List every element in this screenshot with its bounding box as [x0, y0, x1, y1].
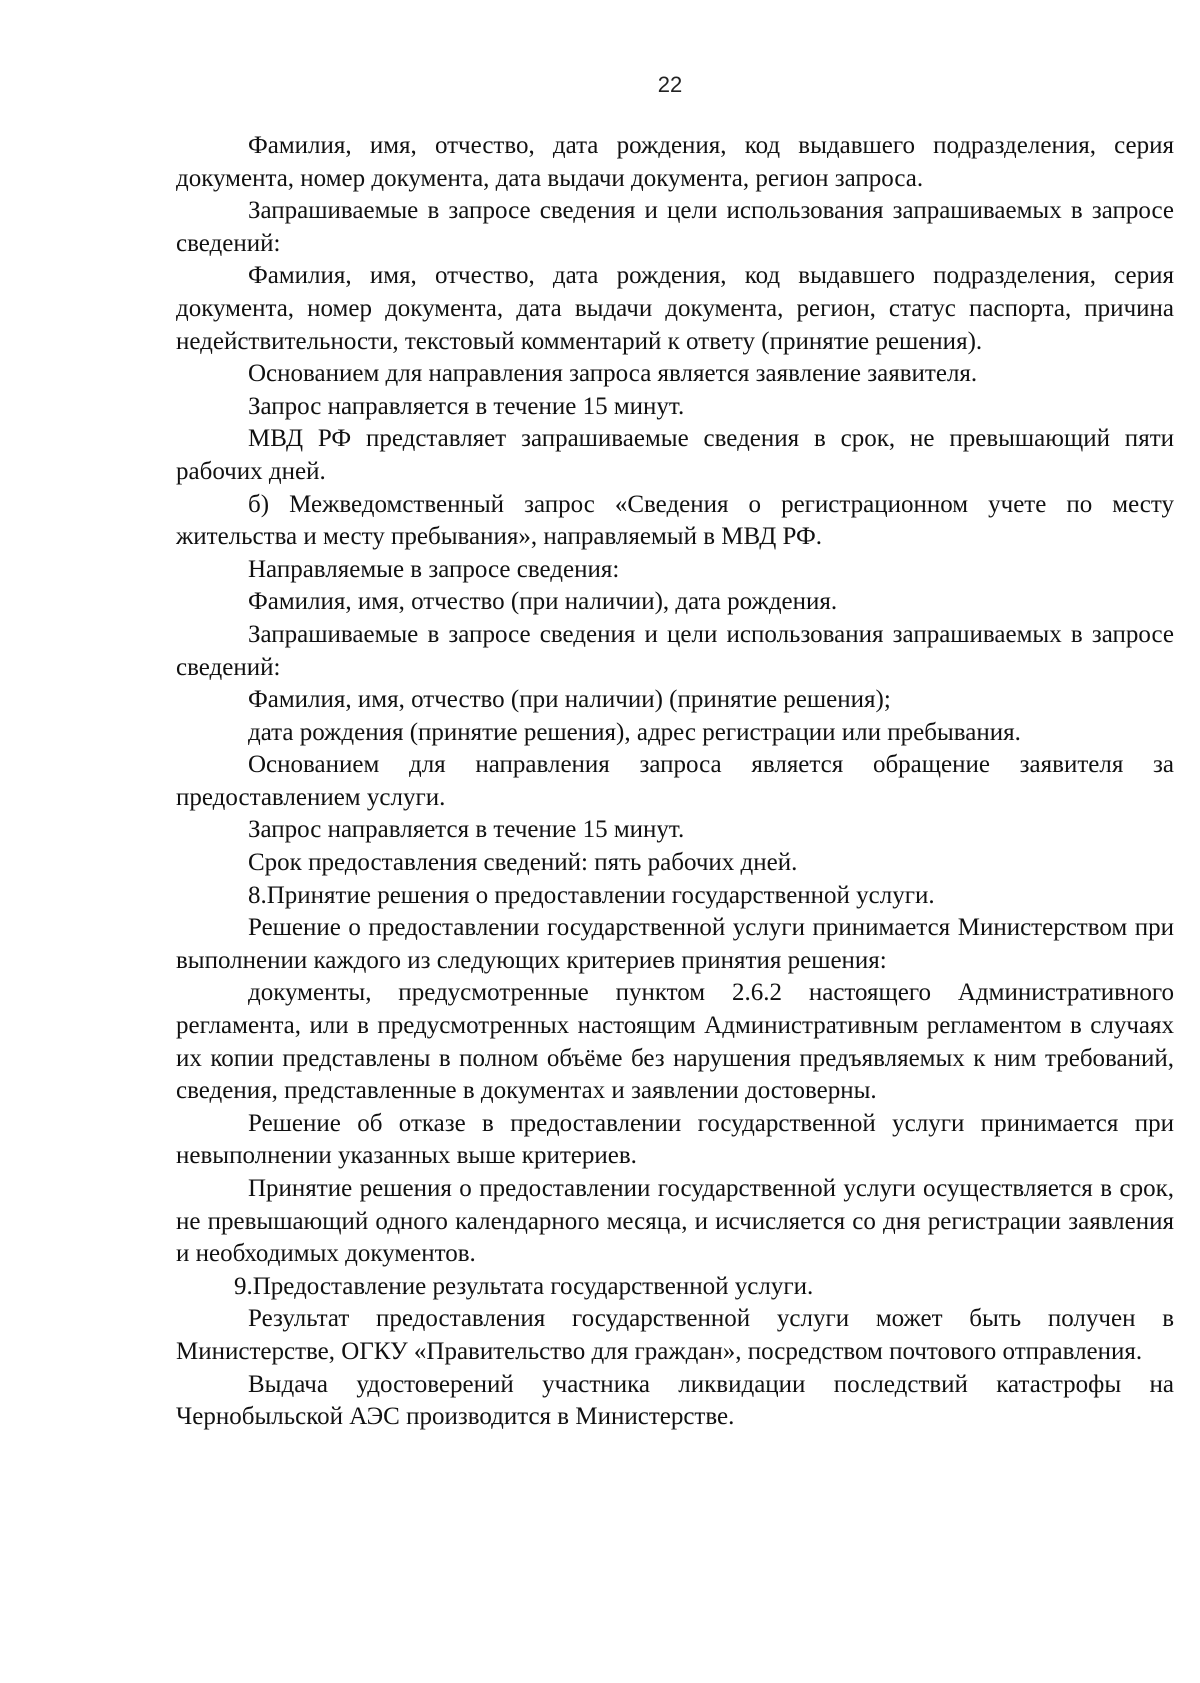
paragraph: МВД РФ представляет запрашиваемые сведения в срок, не превышающий пяти рабочих дней.	[176, 425, 1174, 485]
paragraph: документы, предусмотренные пунктом 2.6.2 настоящего Административного регламента, или в предусмотренных настоящим Административным регламентом в случаях их копии представлены в полном объёме без нарушения предъявляемых к ним требований, сведения, представленные в документах и заявлении достоверны.	[176, 979, 1174, 1105]
paragraph: Выдача удостоверений участника ликвидации последствий катастрофы на Чернобыльской АЭС производится в Министерстве.	[176, 1370, 1174, 1431]
paragraph: Запрос направляется в течение 15 минут.	[248, 392, 685, 420]
section-heading: 8.Принятие решения о предоставлении государственной услуги.	[248, 881, 935, 909]
paragraph: Запрашиваемые в запросе сведения и цели использования запрашиваемых в запросе сведений:	[176, 620, 1174, 681]
paragraph: дата рождения (принятие решения), адрес регистрации или пребывания.	[248, 718, 1021, 746]
paragraph: Запрашиваемые в запросе сведения и цели использования запрашиваемых в запросе сведений:	[176, 197, 1174, 257]
paragraph: Основанием для направления запроса является заявление заявителя.	[248, 360, 978, 388]
paragraph: Направляемые в запросе сведения:	[248, 555, 620, 583]
paragraph: Фамилия, имя, отчество (при наличии), дата рождения.	[248, 588, 838, 616]
section-heading: 9.Предоставление результата государственной услуги.	[234, 1272, 814, 1300]
paragraph: Решение об отказе в предоставлении государственной услуги принимается при невыполнении указанных выше критериев.	[176, 1109, 1174, 1170]
paragraph: Фамилия, имя, отчество (при наличии) (принятие решения);	[248, 686, 891, 714]
paragraph: Срок предоставления сведений: пять рабочих дней.	[248, 849, 798, 877]
paragraph: Принятие решения о предоставлении государственной услуги осуществляется в срок, не превышающий одного календарного месяца, и исчисляется со дня регистрации заявления и необходимых документов.	[176, 1175, 1174, 1268]
page-number: 22	[657, 72, 683, 97]
paragraph: Основанием для направления запроса является обращение заявителя за предоставлением услуги.	[176, 751, 1174, 811]
paragraph: Результат предоставления государственной услуги может быть получен в Министерстве, ОГКУ «Правительство для граждан», посредством почтового отправления.	[176, 1305, 1174, 1365]
paragraph: Решение о предоставлении государственной услуги принимается Министерством при выполнении каждого из следующих критериев принятия решения:	[176, 914, 1174, 974]
paragraph: Фамилия, имя, отчество, дата рождения, код выдавшего подразделения, серия документа, номер документа, дата выдачи документа, регион запроса.	[176, 132, 1174, 192]
paragraph: Фамилия, имя, отчество, дата рождения, код выдавшего подразделения, серия документа, номер документа, дата выдачи документа, регион, статус паспорта, причина недействительности, текстовый комментарий к ответу (принятие решения).	[176, 262, 1174, 355]
paragraph: Запрос направляется в течение 15 минут.	[248, 816, 685, 844]
document-body	[176, 130, 1174, 1434]
paragraph: б) Межведомственный запрос «Сведения о регистрационном учете по месту жительства и месту пребывания», направляемый в МВД РФ.	[176, 490, 1174, 551]
